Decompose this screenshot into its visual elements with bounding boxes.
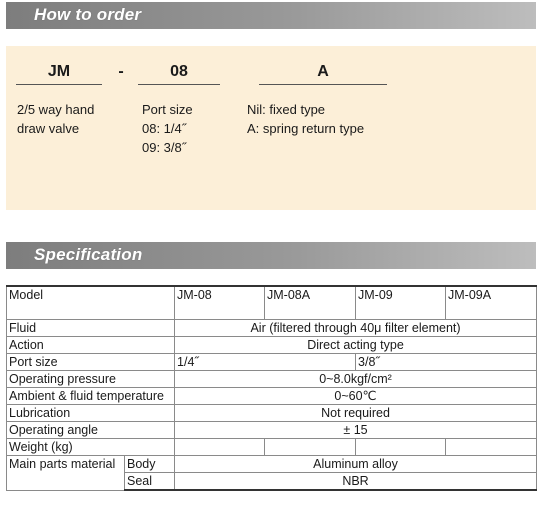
order-code-underline <box>138 84 220 85</box>
row-value-weight-jm-09 <box>356 439 446 456</box>
row-value-operating-angle: ± 15 <box>175 422 537 439</box>
row-value-seal: NBR <box>175 473 537 491</box>
desc-line: 09: 3/8˝ <box>142 140 187 155</box>
order-code-panel <box>6 46 536 210</box>
desc-line: Port size <box>142 102 193 117</box>
specification-header <box>6 242 536 269</box>
row-value-lubrication: Not required <box>175 405 537 422</box>
desc-line: 08: 1/4˝ <box>142 121 187 136</box>
row-label-material: Main parts material <box>7 456 125 491</box>
model-jm-09: JM-09 <box>356 286 446 320</box>
row-label-temperature: Ambient & fluid temperature <box>7 388 175 405</box>
table-row <box>7 388 537 405</box>
row-sublabel-body: Body <box>125 456 175 473</box>
order-code-model: JM <box>47 63 71 80</box>
table-row <box>7 320 537 337</box>
row-label-port-size: Port size <box>7 354 175 371</box>
order-code-separator: - <box>118 63 124 80</box>
model-jm-09a: JM-09A <box>446 286 537 320</box>
desc-line: draw valve <box>17 121 80 136</box>
how-to-order-title: How to order <box>34 5 142 24</box>
row-value-temperature: 0~60℃ <box>175 388 537 405</box>
specification-table <box>6 285 537 491</box>
table-row <box>7 405 537 422</box>
model-jm-08: JM-08 <box>175 286 265 320</box>
model-header-cell: Model <box>7 286 175 320</box>
order-code-type: A <box>317 63 329 80</box>
order-desc-type <box>247 100 364 138</box>
row-sublabel-seal: Seal <box>125 473 175 491</box>
order-code-underline <box>259 84 387 85</box>
row-value-weight-jm-09a <box>446 439 537 456</box>
row-value-weight-jm-08 <box>175 439 265 456</box>
desc-line: 2/5 way hand <box>17 102 95 117</box>
row-label-fluid: Fluid <box>7 320 175 337</box>
how-to-order-header <box>6 2 536 29</box>
table-header-row <box>7 286 537 320</box>
table-row <box>7 371 537 388</box>
row-value-weight-jm-08a <box>265 439 356 456</box>
specification-title: Specification <box>34 245 143 264</box>
desc-line: A: spring return type <box>247 121 365 136</box>
row-label-operating-angle: Operating angle <box>7 422 175 439</box>
table-row <box>7 439 537 456</box>
order-desc-port-size <box>142 100 193 157</box>
row-label-lubrication: Lubrication <box>7 405 175 422</box>
row-value-body: Aluminum alloy <box>175 456 537 473</box>
table-row <box>7 337 537 354</box>
table-row <box>7 354 537 371</box>
row-value-port-size-09: 3/8˝ <box>356 354 537 371</box>
table-row <box>7 456 537 473</box>
row-value-action: Direct acting type <box>175 337 537 354</box>
row-value-operating-pressure: 0~8.0kgf/cm² <box>175 371 537 388</box>
row-label-weight: Weight (kg) <box>7 439 175 456</box>
row-value-fluid: Air (filtered through 40μ filter element) <box>175 320 537 337</box>
model-jm-08a: JM-08A <box>265 286 356 320</box>
row-label-action: Action <box>7 337 175 354</box>
order-desc-valve <box>17 100 94 138</box>
table-row <box>7 422 537 439</box>
order-code-size: 08 <box>170 63 188 80</box>
row-label-operating-pressure: Operating pressure <box>7 371 175 388</box>
order-code-underline <box>16 84 102 85</box>
row-value-port-size-08: 1/4˝ <box>175 354 356 371</box>
desc-line: Nil: fixed type <box>247 102 326 117</box>
